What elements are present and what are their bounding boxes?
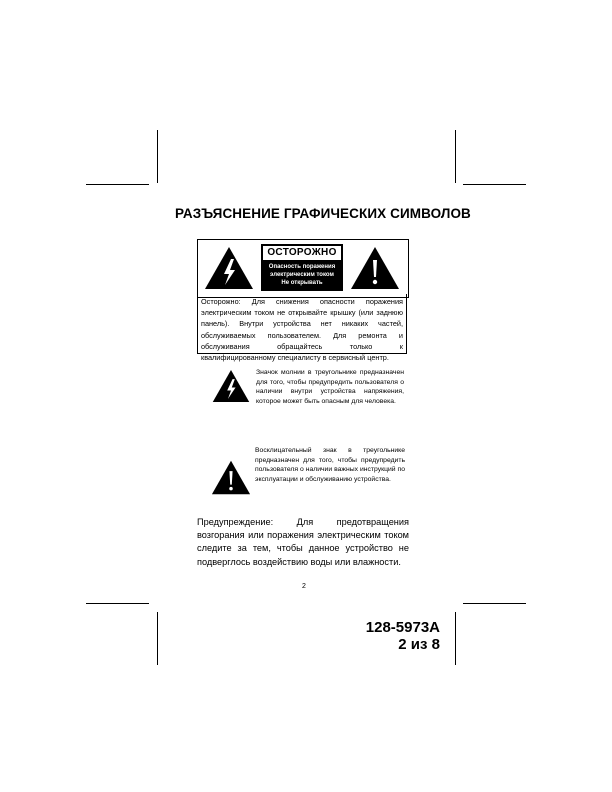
lightning-description: Значок молнии в треугольнике предназначен для того, чтобы предупредить пользователя о наличии внутри устройства напряжения, которое может быть опасным для человека. [256,369,404,406]
warning-label-line: Опасность поражения [268,264,336,270]
crop-mark-bottom-left-vertical [157,612,158,665]
crop-mark-top-left-vertical [157,130,158,183]
sheet-number: 2 из 8 [398,636,440,653]
warning-label-line: электрическим током [270,272,334,278]
warning-notice: Предупреждение: Для предотвращения возгорания или поражения электрическим током следите за тем, чтобы данное устройство не подверглось воздействию воды или влажности. [197,517,409,567]
crop-mark-bottom-right-horizontal [463,603,526,604]
lightning-triangle-icon [212,369,250,403]
crop-mark-top-right-vertical [455,130,456,183]
crop-mark-bottom-left-horizontal [86,603,149,604]
exclamation-description: Восклицательный знак в треугольнике предназначен для того, чтобы предупредить пользователя о наличии важных инструкций по эксплуатации и обслуживанию устройства. [255,447,405,484]
lightning-triangle-icon [204,246,254,290]
warning-label [197,239,409,298]
caution-text: Осторожно: Для снижения опасности поражения электрическим током не открывайте крышку (или заднюю панель). Внутри устройства нет никаких частей, обслуживаемых пользователем. Для ремонта и обслуживания обращайтесь только к квалифицированному специалисту в сервисный центр. [197,294,407,354]
document-code: 128-5973A [365,619,440,636]
warning-label-line: Не открывать [281,280,323,286]
exclamation-triangle-icon [211,460,251,495]
warning-label-panel [261,244,343,291]
exclamation-triangle-icon [350,246,400,290]
page-title: РАЗЪЯСНЕНИЕ ГРАФИЧЕСКИХ СИМВОЛОВ [175,206,471,221]
crop-mark-top-right-horizontal [463,184,526,185]
document-code-block [366,619,440,653]
warning-label-title: ОСТОРОЖНО [263,246,341,260]
crop-mark-bottom-right-vertical [455,612,456,665]
crop-mark-top-left-horizontal [86,184,149,185]
page-number: 2 [302,583,306,590]
